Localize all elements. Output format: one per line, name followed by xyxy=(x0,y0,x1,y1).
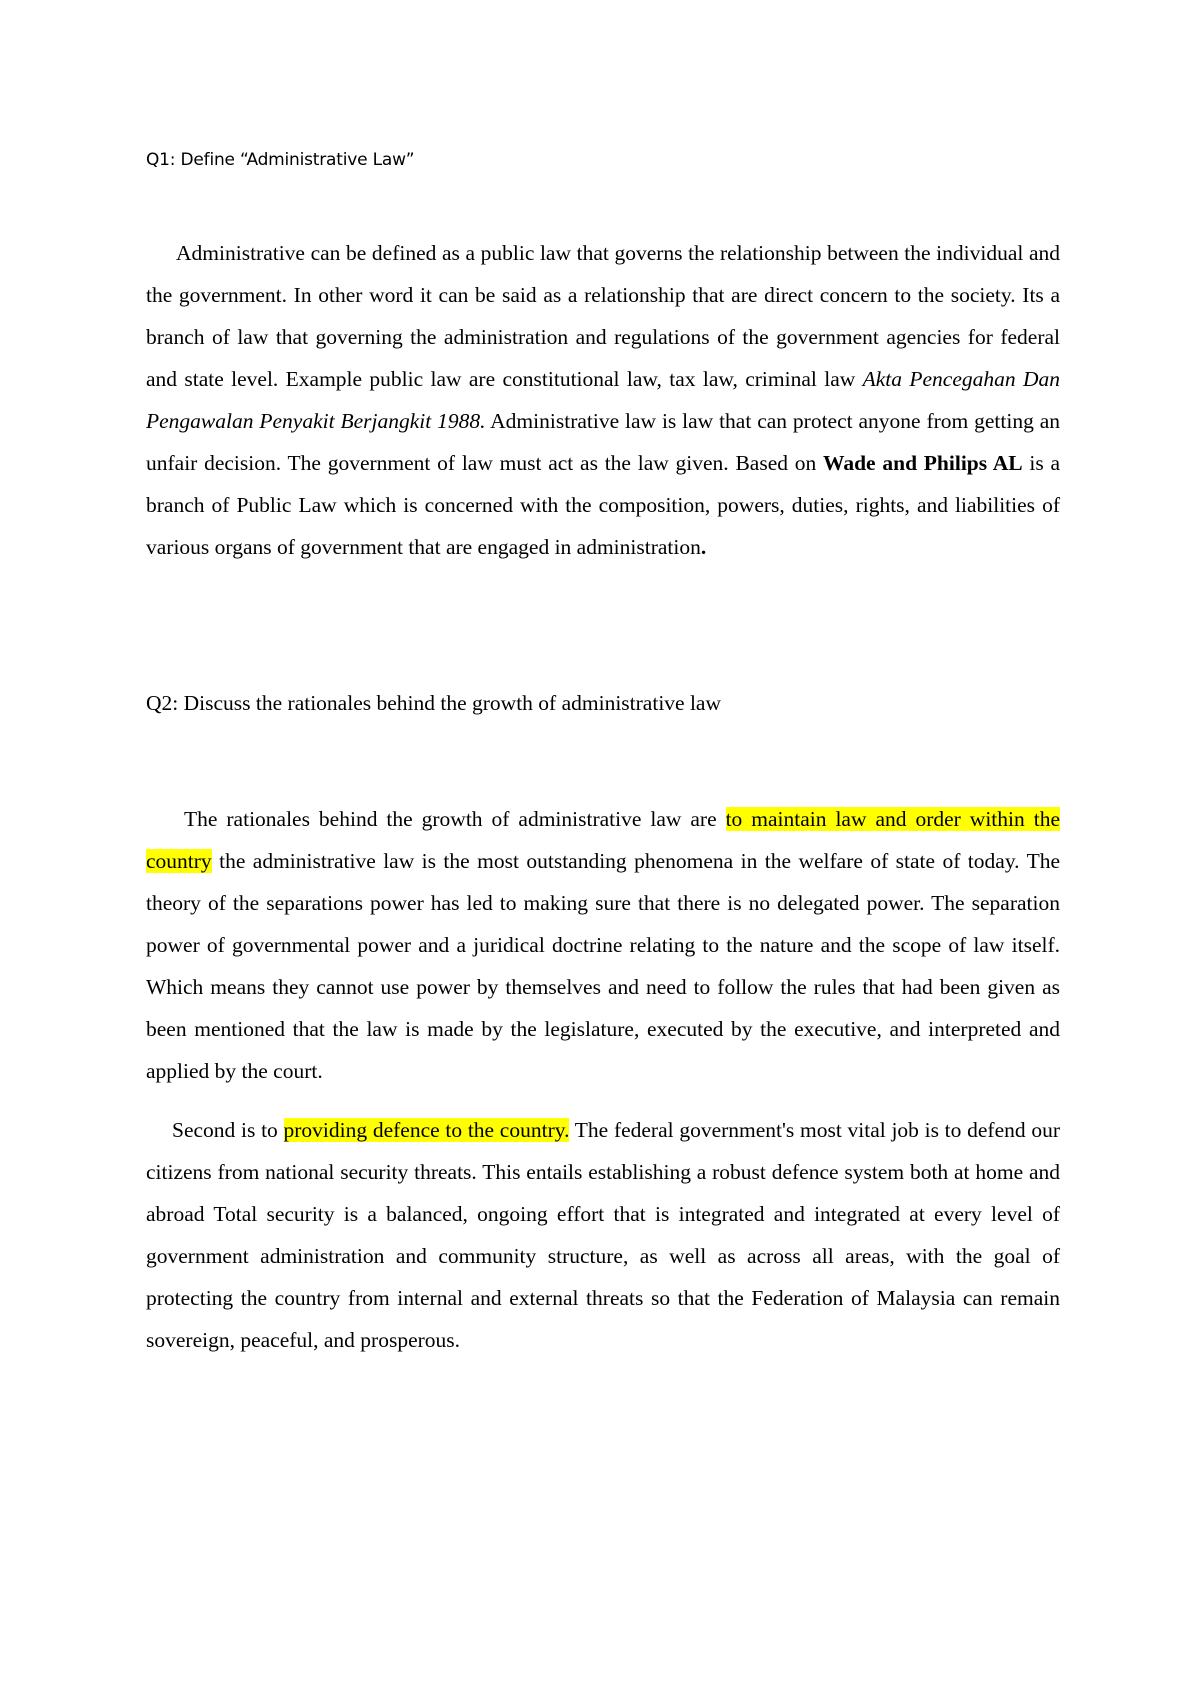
q1-answer-paragraph xyxy=(146,232,1060,568)
q1-heading: Q1: Define “Administrative Law” xyxy=(146,150,415,170)
q2-p2-text-before: Second is to xyxy=(172,1118,284,1142)
q2-heading: Q2: Discuss the rationales behind the growth of administrative law xyxy=(146,691,721,715)
q1-answer-bold-author: Wade and Philips AL xyxy=(823,451,1023,475)
q2-answer-paragraph-2 xyxy=(146,1109,1060,1361)
q1-answer-text-2: Administrative law is law that can protect anyone from getting an unfair decision. The government of law must act as the law given. Based on xyxy=(146,409,1060,475)
q2-p2-highlight: providing defence to the country. xyxy=(283,1118,570,1142)
q1-answer-text-1: Administrative can be defined as a public law that governs the relationship between the individual and the government. In other word it can be said as a relationship that are direct concern to the society. Its a branch of law that governing the administration and regulations of the government agencies for federal and state level. Example public law are constitutional law, tax law, criminal law xyxy=(146,241,1060,391)
q2-p1-text-before: The rationales behind the growth of administrative law are xyxy=(184,807,726,831)
q2-p1-highlight: to maintain law and order within the country xyxy=(146,807,1060,873)
q1-answer-text-3: is a branch of Public Law which is concerned with the composition, powers, duties, rights, and liabilities of various organs of government that are engaged in administration xyxy=(146,451,1060,559)
q2-p1-text-after: the administrative law is the most outstanding phenomena in the welfare of state of today. The theory of the separations power has led to making sure that there is no delegated power. The separation power of governmental power and a juridical doctrine relating to the nature and the scope of law itself. Which means they cannot use power by themselves and need to follow the rules that had been given as been mentioned that the law is made by the legislature, executed by the executive, and interpreted and applied by the court. xyxy=(146,849,1060,1083)
q2-p2-text-after: The federal government's most vital job is to defend our citizens from national security threats. This entails establishing a robust defence system both at home and abroad Total security is a balanced, ongoing effort that is integrated and integrated at every level of government administration and community structure, as well as across all areas, with the goal of protecting the country from internal and external threats so that the Federation of Malaysia can remain sovereign, peaceful, and prosperous. xyxy=(146,1118,1060,1352)
q1-answer-italic-act: Akta Pencegahan Dan Pengawalan Penyakit Berjangkit 1988. xyxy=(146,367,1061,433)
q2-answer-paragraph-1 xyxy=(146,798,1060,1092)
q1-answer-end: . xyxy=(700,535,707,559)
